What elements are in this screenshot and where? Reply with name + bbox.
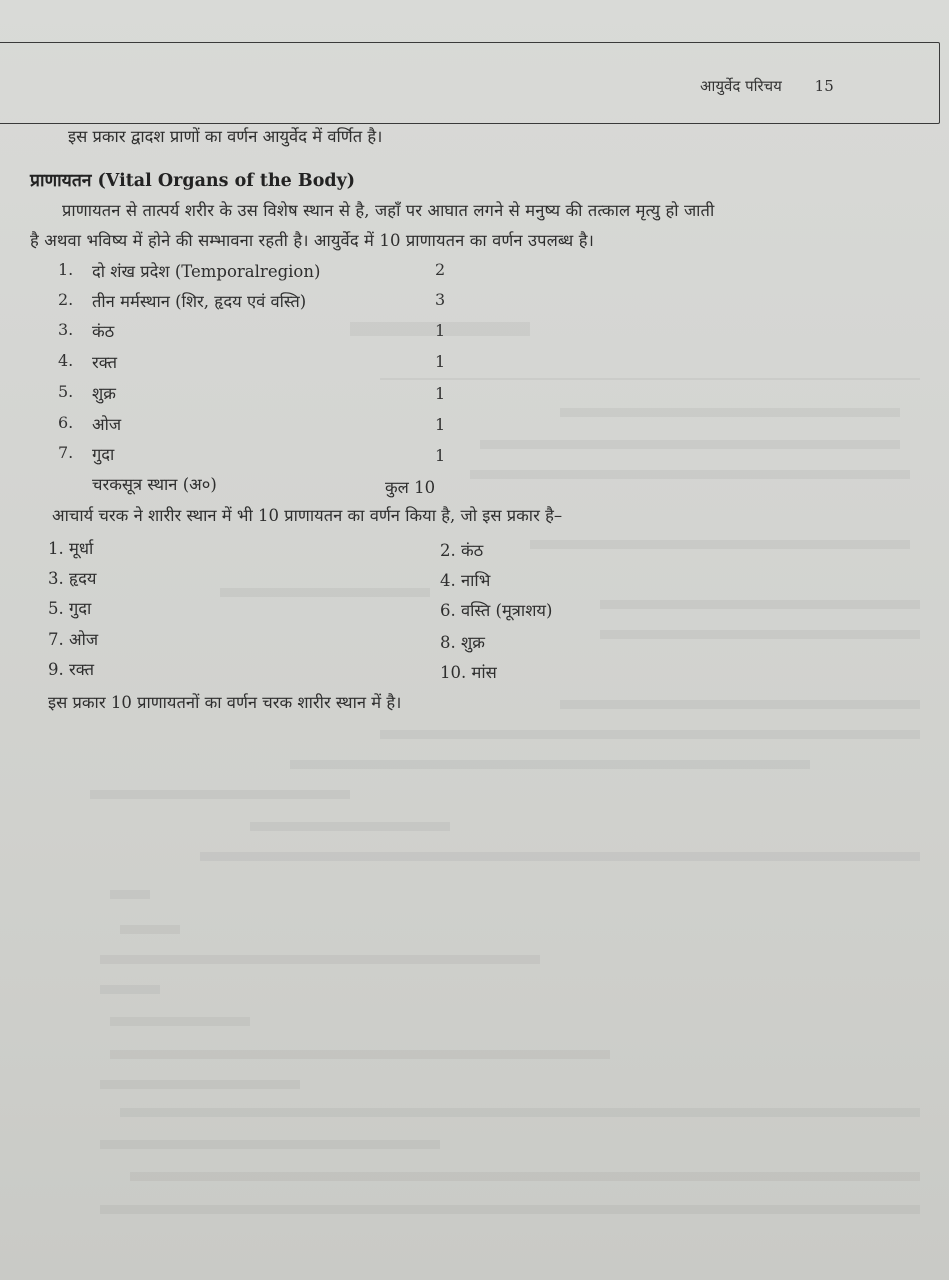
closing-line: इस प्रकार 10 प्राणायतनों का वर्णन चरक शारीर स्थान में है। [48, 693, 402, 712]
list-item: 3. हृदय [48, 569, 97, 588]
section-heading [30, 168, 355, 192]
list-item-text: दो शंख प्रदेश (Temporalregion) [92, 262, 321, 281]
section-heading-english: (Vital Organs of the Body) [97, 171, 356, 191]
list-item-count: 1 [435, 321, 446, 340]
list-item-text: रक्त [92, 353, 117, 372]
list-item: 5. गुदा [48, 599, 92, 618]
list-item-number: 6. [58, 413, 74, 432]
list-item: 7. ओज [48, 630, 99, 649]
list-item-count: 1 [435, 415, 446, 434]
paragraph-line-2: है अथवा भविष्य में होने की सम्भावना रहती है। आयुर्वेद में 10 प्राणायतन का वर्णन उपलब्ध है। [30, 231, 594, 250]
list-item-number: 7. [58, 443, 74, 462]
list-item: 2. कंठ [440, 541, 484, 560]
list-item-count: 1 [435, 446, 446, 465]
list-item-text: तीन मर्मस्थान (शिर, हृदय एवं वस्ति) [92, 292, 307, 311]
list-item-count: 3 [435, 290, 446, 309]
page-number: 15 [814, 77, 834, 95]
list-item-count: 2 [435, 260, 446, 279]
paragraph-line-1: प्राणायतन से तात्पर्य शरीर के उस विशेष स्थान से है, जहाँ पर आघात लगने से मनुष्य की तत्काल मृत्यु हो जाती [62, 201, 715, 220]
running-head-title: आयुर्वेद परिचय [700, 77, 782, 95]
intro-line: इस प्रकार द्वादश प्राणों का वर्णन आयुर्वेद में वर्णित है। [68, 127, 383, 146]
source-reference: चरकसूत्र स्थान (अ०) [92, 475, 217, 494]
list-item: 6. वस्ति (मूत्राशय) [440, 601, 553, 620]
charak-intro-line: आचार्य चरक ने शारीर स्थान में भी 10 प्राणायतन का वर्णन किया है, जो इस प्रकार है– [52, 506, 563, 525]
list-item-number: 2. [58, 290, 74, 309]
list-item-number: 3. [58, 320, 74, 339]
section-heading-hindi: प्राणायतन [30, 171, 92, 191]
list-item-number: 5. [58, 382, 74, 401]
list-item: 1. मूर्धा [48, 539, 94, 558]
list-item: 9. रक्त [48, 660, 94, 679]
list-item: 4. नाभि [440, 571, 491, 590]
list-item-number: 1. [58, 260, 74, 279]
list-item-number: 4. [58, 351, 74, 370]
list-item: 8. शुक्र [440, 633, 485, 652]
list-item-text: कंठ [92, 322, 115, 341]
list-item-count: 1 [435, 352, 446, 371]
list-item-count: 1 [435, 384, 446, 403]
list-item: 10. मांस [440, 663, 497, 682]
running-head [700, 76, 834, 96]
list-item-text: गुदा [92, 445, 115, 464]
list-item-text: ओज [92, 415, 122, 434]
list-item-text: शुक्र [92, 384, 116, 403]
total-count: कुल 10 [385, 478, 436, 497]
